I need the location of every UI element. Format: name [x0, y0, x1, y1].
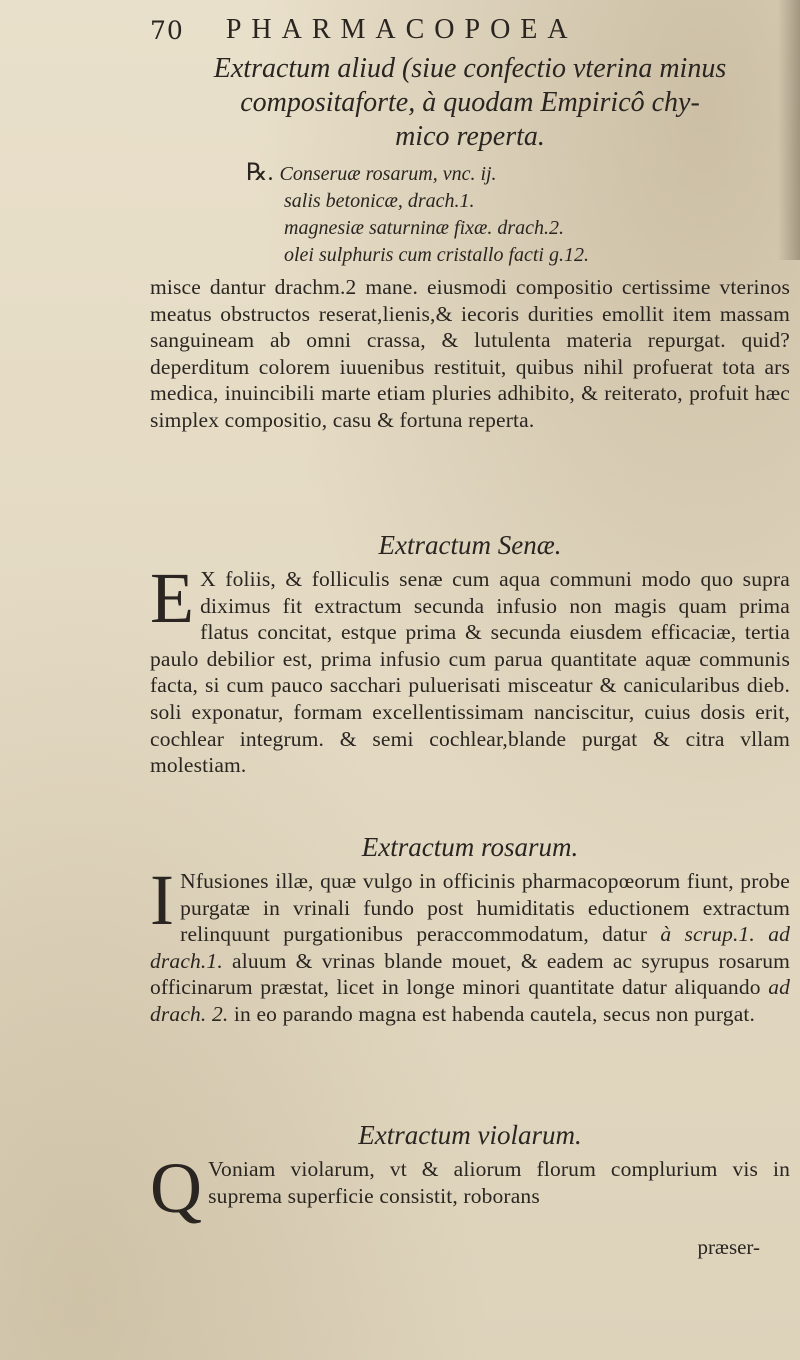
paragraph-violarum [150, 1148, 790, 1228]
paragraph-text: Voniam violarum, vt & aliorum florum complurium vis in suprema superficie consistit, roborans [208, 1157, 790, 1208]
paragraph-senae [150, 558, 790, 779]
drop-cap: Q [150, 1148, 203, 1228]
section-title-extractum-aliud [150, 52, 790, 154]
catchword: præser- [697, 1235, 760, 1259]
paragraph-extractum-aliud: misce dantur drachm.2 mane. eiusmodi compositio certissime vterinos meatus obstructos reserat,lienis,& iecoris durities emollit item massam sanguineam ab omni crassa, & lutulenta materia repurgat. quid? deperditum colorem iuuenibus restituit, quibus nihil profuerat tota ars medica, inuincibili marte etiam pluries adhibito, & reiterato, profuit hæc simplex compositio, casu & fortuna reperta. [150, 275, 790, 432]
recipe-ingredient: magnesiæ saturninæ fixæ. drach.2. [284, 217, 565, 239]
running-title: PHARMACOPOEA [225, 14, 578, 45]
paragraph-text: X foliis, & folliculis senæ cum aqua communi modo quo supra diximus fit extractum secunda infusio non magis quam prima flatus concitat, estque prima & secunda eiusdem efficaciæ, tertia paulo debilior est, prima infusio cum parua quantitate aquæ communis facta, si cum pauco sacchari puluerisati misceatur & canicularibus dieb. soli exponatur, formam excellentissimam nanciscitur, cuius dosis erit, cochlear integrum. & semi cochlear,blande purgat & citra vllam molestiam. [150, 567, 790, 778]
title-line: Extractum aliud (siue confectio vterina minus [213, 53, 727, 84]
title-line: compositaforte, à quodam Empiricô chy- [240, 87, 700, 118]
page-number: 70 [150, 15, 184, 45]
recipe-ingredient: olei sulphuris cum cristallo facti g.12. [284, 244, 589, 266]
section-title-senae: Extractum Senæ. [378, 530, 562, 560]
recipe-ingredient: salis betonicæ, drach.1. [284, 190, 475, 212]
paragraph-rosarum [150, 860, 790, 1028]
drop-cap: E [150, 558, 195, 638]
recipe-ingredient: Conseruæ rosarum, vnc. ij. [279, 163, 497, 185]
paragraph-text: in eo parando magna est habenda cautela, secus non purgat. [233, 1001, 756, 1026]
section-title-violarum: Extractum violarum. [358, 1120, 582, 1150]
section-title-rosarum: Extractum rosarum. [361, 832, 579, 862]
recipe-line [246, 160, 706, 188]
paragraph-text: aluum & vrinas blande mouet, & eadem ac syrupus rosarum officinarum præstat, licet in longe minori quantitate datur aliquando [150, 948, 790, 1000]
title-line: mico reperta. [395, 121, 545, 152]
page-header [150, 8, 760, 52]
paragraph-text: Nfusiones illæ, quæ vulgo in officinis pharmacopœorum fiunt, probe purgatæ in vrinali fundo post humiditatis eductionem extractum relinquunt purgationibus peraccommodatum, datur [180, 869, 790, 947]
recipe-list [246, 160, 706, 269]
drop-cap: I [150, 860, 175, 940]
dose-italic: ad drach. 2. [150, 975, 790, 1026]
dose-italic: à scrup.1. ad drach.1. [150, 922, 790, 973]
rx-symbol: ℞. [246, 160, 274, 186]
